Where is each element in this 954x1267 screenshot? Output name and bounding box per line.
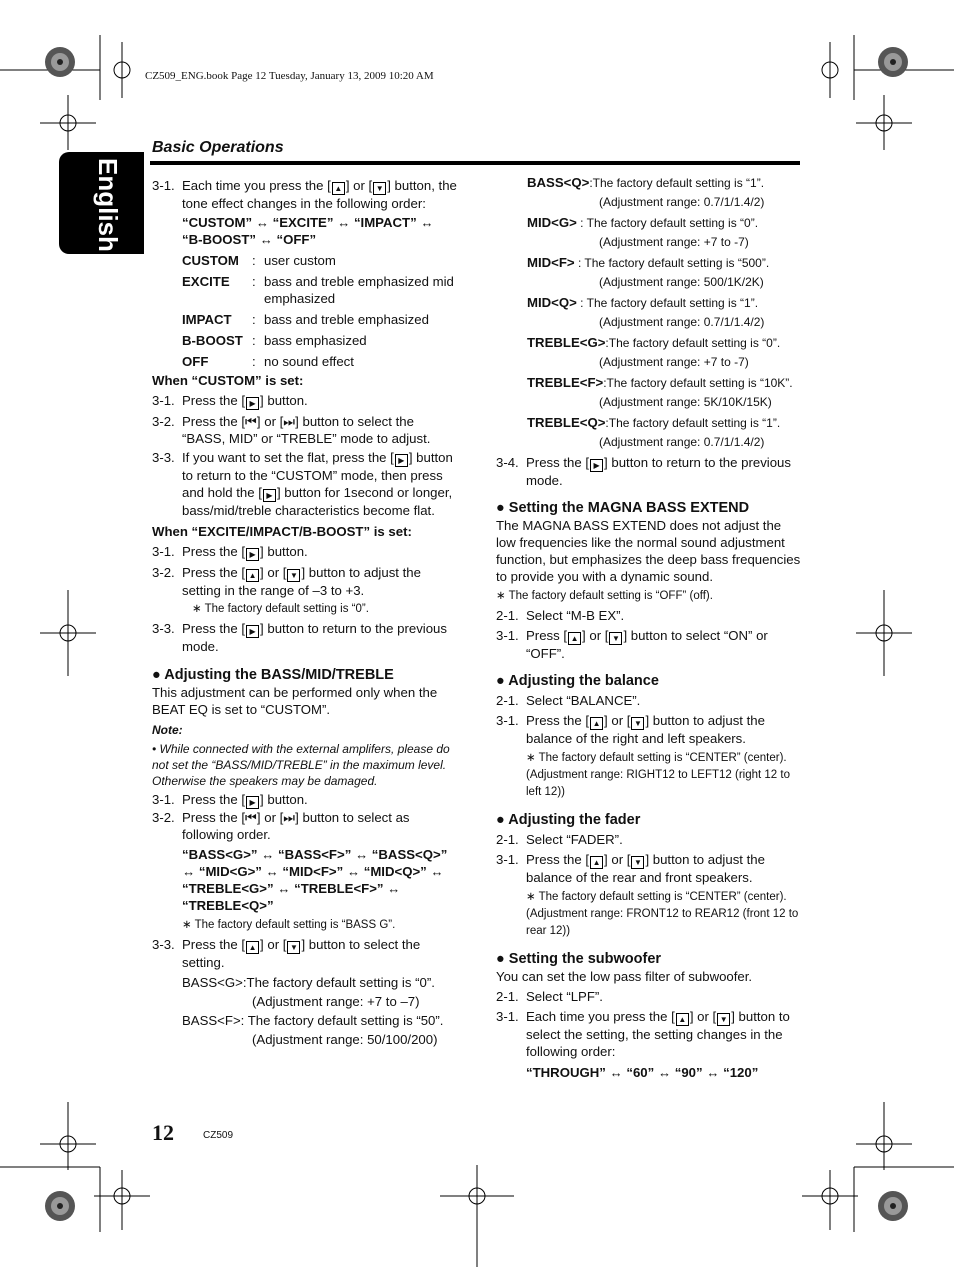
- up-icon: ▲: [590, 856, 603, 869]
- mode-item: CUSTOM : user custom: [182, 253, 336, 268]
- parameter-item: TREBLE<Q>:The factory default setting is “1”. (Adjustment range: 0.7/1/1.4/2): [527, 415, 781, 449]
- up-icon: ▲: [590, 717, 603, 730]
- parameter-item: MID<Q> : The factory default setting is “1”. (Adjustment range: 0.7/1/1.4/2): [527, 295, 765, 329]
- mode-list: [182, 252, 457, 370]
- language-tab-label: English: [93, 158, 123, 252]
- down-icon: ▼: [631, 856, 644, 869]
- parameter-item: MID<G> : The factory default setting is “0”. (Adjustment range: +7 to -7): [527, 215, 759, 249]
- model-code: CZ509: [203, 1130, 234, 1141]
- play-ent-icon: ▶: [395, 454, 408, 467]
- note-title: Note:: [152, 723, 183, 737]
- play-ent-icon: ▶: [590, 459, 603, 472]
- play-ent-icon: ▶: [246, 397, 259, 410]
- mode-item: IMPACT : bass and treble emphasized: [182, 312, 429, 327]
- heading-fader: ● Adjusting the fader: [496, 812, 641, 828]
- parameter-item: TREBLE<F>:The factory default setting is “10K”. (Adjustment range: 5K/10K/15K): [527, 375, 793, 409]
- heading-subwoofer: ● Setting the subwoofer: [496, 951, 662, 967]
- page-number: 12: [152, 1120, 174, 1145]
- title-rule: [150, 161, 800, 165]
- play-ent-icon: ▶: [263, 489, 276, 502]
- up-icon: ▲: [568, 632, 581, 645]
- section-title: Basic Operations: [152, 139, 284, 156]
- play-ent-icon: ▶: [246, 625, 259, 638]
- print-header: CZ509_ENG.book Page 12 Tuesday, January 13, 2009 10:20 AM: [145, 70, 434, 82]
- down-icon: ▼: [287, 941, 300, 954]
- heading-magna-bass: ● Setting the MAGNA BASS EXTEND: [496, 500, 750, 516]
- mode-item: EXCITE : bass and treble emphasized mid emphasized: [182, 274, 454, 306]
- down-icon: ▼: [373, 182, 386, 195]
- down-icon: ▼: [609, 632, 622, 645]
- play-ent-icon: ▶: [246, 548, 259, 561]
- right-column: BASS<Q>:The factory default setting is “1”. (Adjustment range: 0.7/1/1.4/2) MID<G> : The factory default setting is “0”. (Adjustment range: +7 to -7) MID<F> : The factory default setting is “500”. (Adjustment range: 500/1K/2K) MID<Q> : The factory default setting is “1”. (Adjustment range: 0.7/1/1.4/2) TREBLE<G>:The factory default setting is “0”. (Adjustment range: +7 to -7) TREBLE<F>:The factory default setting is “10K”. (Adjustment range: 5K/10K/15K) TREBLE<Q>:The factory default setting is “1”. (Adjustment range: 0.7/1/1.4/2) 3-4. Press the [ ▶ ] button to return to the previous mode. ● Setting the MAGNA BASS EXTEND The MAGNA BASS EXTEND does not adjust the low frequencies like the normal sound adjustment function, but emphasizes the deep bass frequencies to provide you with a dynamic sound. ∗ The factory default setting is “OFF” (off). 2-1. Select “M-B EX”. 3-1. Press [ ▲ ] or [ ▼ ] button to select “ON” or “OFF”. ● Adjusting the balance 2-1. Select “BALANCE”. 3-1. Press the [ ▲ ] or [ ▼ ] button to adjust the balance of the right and left speakers. ∗ The factory default setting is “CENTER” (center). (Adjustment range: RIGHT12 to LEFT12 (right 12 to left 12)) ● Adjusting the fader 2-1. Select “FADER”. 3-1. Press the [ ▲ ] or [ ▼ ] button to adjust the balance of the rear and front speakers. ∗ The factory default setting is “CENTER” (center). (Adjustment range: FRONT12 to REAR12 (front 12 to rear 12)) ● Setting the subwoofer You can set the low pass filter of subwoofer. 2-1. Select “LPF”. 3-1. Each time you press the [ ▲ ] or [ ▼ ] button to select the setting, the setting changes in the following order: “THROUGH” ↔ “60” ↔ “90” ↔ “120”: [496, 175, 801, 1080]
- when-custom-heading: When “CUSTOM” is set:: [152, 373, 304, 388]
- step-line: 3-1. Each time you press the [ ▲ ] or [ ▼ ] button, the tone effect changes in the following order:: [152, 178, 457, 211]
- heading-bass-mid-treble: ● Adjusting the BASS/MID/TREBLE: [152, 667, 394, 683]
- heading-balance: ● Adjusting the balance: [496, 673, 659, 689]
- parameter-item: BASS<Q>:The factory default setting is “1”. (Adjustment range: 0.7/1/1.4/2): [527, 175, 765, 209]
- play-ent-icon: ▶: [246, 796, 259, 809]
- parameter-list: [527, 174, 801, 451]
- mode-order: “CUSTOM” ↔ “EXCITE” ↔ “IMPACT” ↔ “B-BOOST” ↔ “OFF”: [182, 215, 434, 247]
- mode-item: OFF : no sound effect: [182, 354, 354, 369]
- left-column: 3-1. Each time you press the [ ▲ ] or [ ▼ ] button, the tone effect changes in the following order: “CUSTOM” ↔ “EXCITE” ↔ “IMPACT” ↔ “B-BOOST” ↔ “OFF” CUSTOM : user custom EXCITE : bass and treble emphasized mid emphasized IMPACT : bass and treble emphasized B-BOOST : bass emphasized OFF : no sound effect When “CUSTOM” is set: 3-1. Press the [ ▶ ] button. 3-2. Press the [⏮] or [⏭] button to select the “BASS, MID” or “TREBLE” mode to adjust. 3-3. If you want to set the flat, press the [ ▶ ] button to return to the “CUSTOM” mode, then press and hold the [ ▶ ] button for 1second or longer, bass/mid/treble characteristics become flat. When “EXCITE/IMPACT/B-BOOST” is set: 3-1. Press the [ ▶ ] button. 3-2. Press the [ ▲ ] or [ ▼ ] button to adjust the setting in the range of –3 to +3. ∗ The factory default setting is “0”. 3-3. Press the [ ▶ ] button to return to the previous mode. ● Adjusting the BASS/MID/TREBLE This adjustment can be performed only when the BEAT EQ is set to “CUSTOM”. Note: • While connected with the external amplifers, please do not set the “BASS/MID/TREBLE” in the maximum level. Otherwise the speakers may be damaged. 3-1. Press the [ ▶ ] button. 3-2. Press the [⏮] or [⏭] button to select as following order. “BASS<G>” ↔ “BASS<F>” ↔ “BASS<Q>” ↔ “MID<G>” ↔ “MID<F>” ↔ “MID<Q>” ↔ “TREBLE<G>” ↔ “TREBLE<F>” ↔ “TREBLE<Q>” ∗ The factory default setting is “BASS G”. 3-3. Press the [ ▲ ] or [ ▼ ] button to select the setting. BASS<G>:The factory default setting is “0”. (Adjustment range: +7 to –7) BASS<F>: The factory default setting is “50”. (Adjustment range: 50/100/200): [152, 178, 457, 1047]
- up-icon: ▲: [246, 569, 259, 582]
- when-excite-heading: When “EXCITE/IMPACT/B-BOOST” is set:: [152, 524, 412, 539]
- parameter-item: TREBLE<G>:The factory default setting is “0”. (Adjustment range: +7 to -7): [527, 335, 781, 369]
- mode-item: B-BOOST : bass emphasized: [182, 333, 367, 348]
- down-icon: ▼: [287, 569, 300, 582]
- down-icon: ▼: [717, 1013, 730, 1026]
- down-icon: ▼: [631, 717, 644, 730]
- up-icon: ▲: [676, 1013, 689, 1026]
- parameter-item: MID<F> : The factory default setting is “500”. (Adjustment range: 500/1K/2K): [527, 255, 770, 289]
- up-icon: ▲: [332, 182, 345, 195]
- up-icon: ▲: [246, 941, 259, 954]
- note-text: • While connected with the external amplifers, please do not set the “BASS/MID/TREBLE” in the maximum level. Otherwise the speakers may be damaged.: [152, 742, 450, 788]
